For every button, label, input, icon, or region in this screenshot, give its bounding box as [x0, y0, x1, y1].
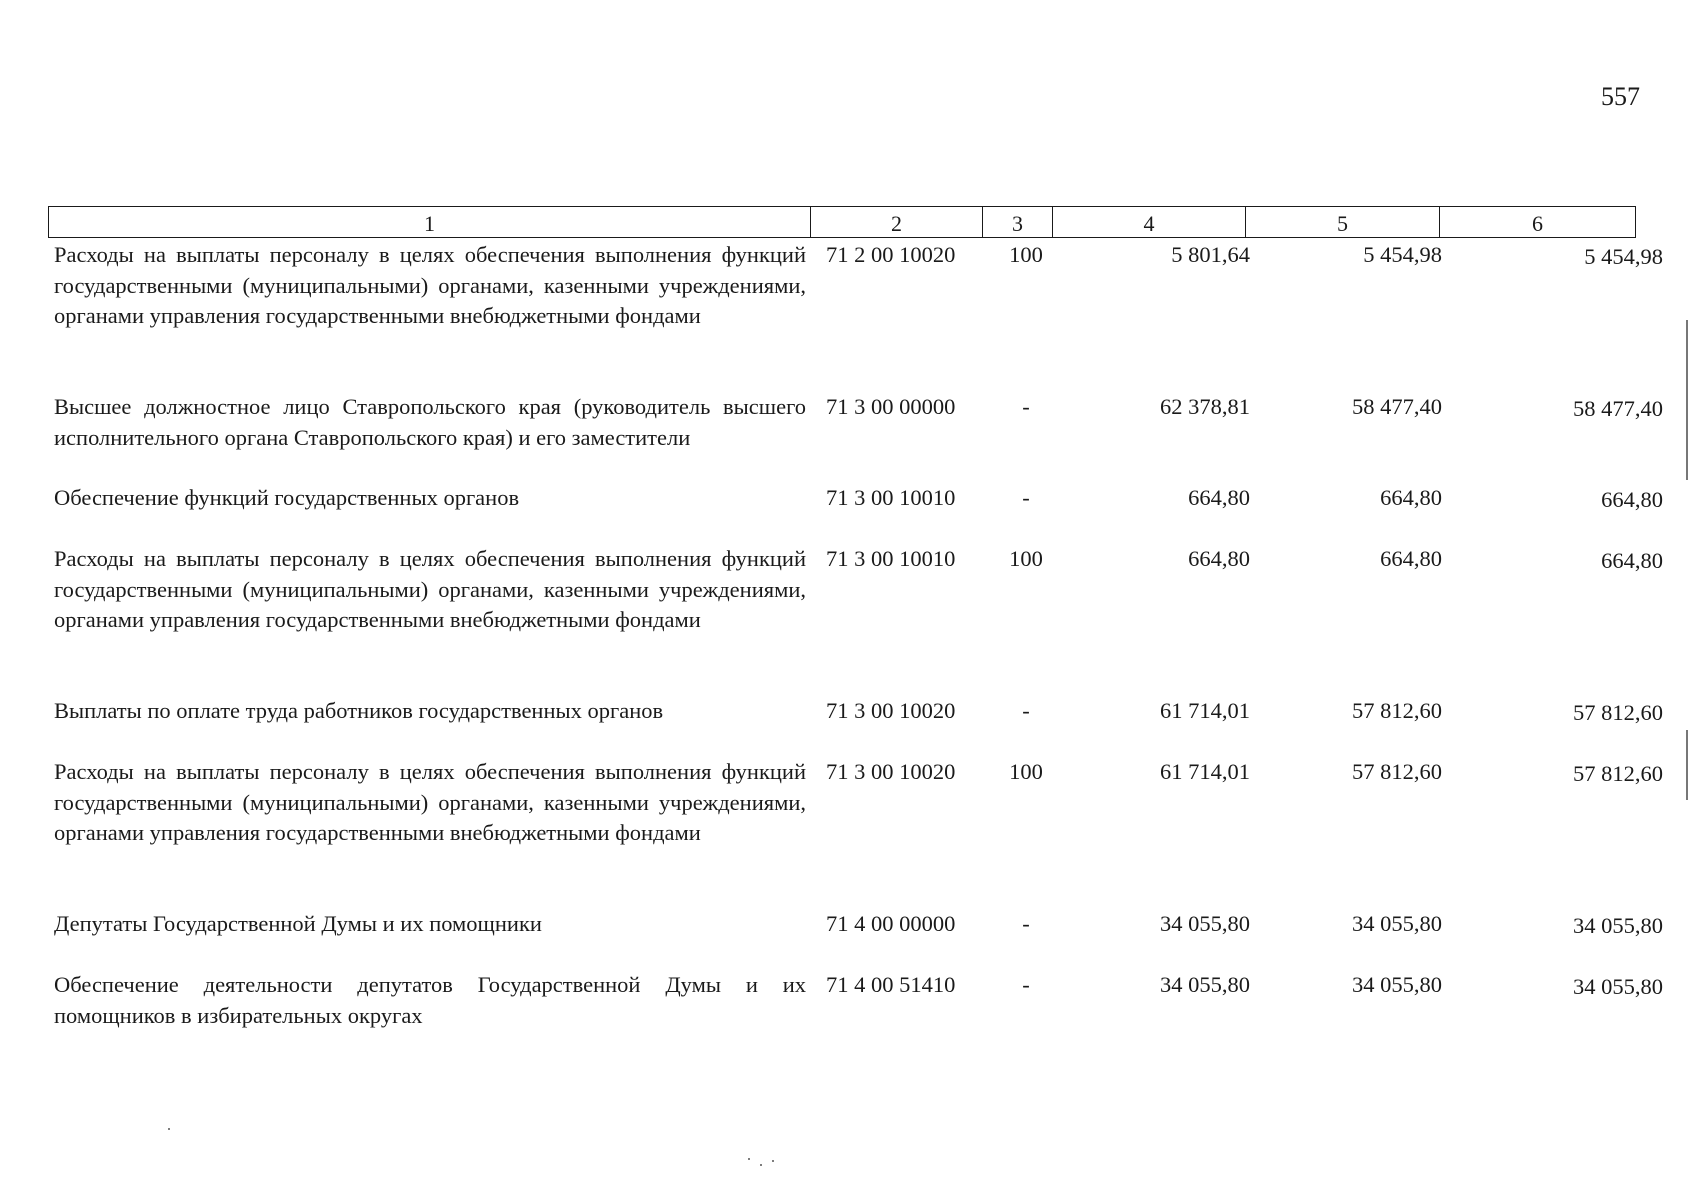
row-value-6: 34 055,80 [1573, 913, 1663, 938]
row-code: 71 4 00 00000 [826, 911, 956, 936]
row-value-5: 34 055,80 [1352, 972, 1442, 997]
scan-speck [760, 1164, 762, 1166]
row-value-4: 61 714,01 [1160, 698, 1250, 723]
scan-edge-mark [1686, 320, 1688, 480]
row-name: Обеспечение деятельности депутатов Государственной Думы и их помощников в избирательных округах [54, 972, 806, 1028]
row-value-5: 34 055,80 [1352, 911, 1442, 936]
row-value-6: 34 055,80 [1573, 974, 1663, 999]
row-type: - [1022, 698, 1030, 723]
row-name: Обеспечение функций государственных органов [54, 485, 520, 510]
row-type: - [1022, 485, 1030, 510]
row-name: Расходы на выплаты персоналу в целях обеспечения выполнения функций государственными (муниципальными) органами, казенными учреждениями, органами управления государственными внебюджетными фондами [54, 242, 806, 328]
row-value-4: 34 055,80 [1160, 911, 1250, 936]
row-value-5: 664,80 [1380, 546, 1442, 571]
row-type: 100 [1009, 546, 1043, 571]
header-cell-3: 3 [982, 206, 1052, 238]
row-value-6: 664,80 [1601, 548, 1663, 573]
row-value-4: 34 055,80 [1160, 972, 1250, 997]
budget-table [48, 206, 1663, 1028]
scan-speck [168, 1128, 170, 1130]
row-value-6: 57 812,60 [1573, 700, 1663, 725]
scan-edge-mark [1686, 730, 1688, 800]
row-value-5: 58 477,40 [1352, 394, 1442, 419]
row-code: 71 3 00 10020 [826, 698, 956, 723]
header-cell-4: 4 [1052, 206, 1245, 238]
row-name: Расходы на выплаты персоналу в целях обеспечения выполнения функций государственными (муниципальными) органами, казенными учреждениями, органами управления государственными внебюджетными фондами [54, 546, 806, 632]
row-type: 100 [1009, 759, 1043, 784]
row-value-4: 61 714,01 [1160, 759, 1250, 784]
header-cell-6: 6 [1439, 206, 1636, 238]
row-name: Депутаты Государственной Думы и их помощники [54, 911, 542, 936]
row-value-5: 57 812,60 [1352, 759, 1442, 784]
row-code: 71 2 00 10020 [826, 242, 956, 267]
row-value-4: 5 801,64 [1171, 242, 1250, 267]
row-code: 71 3 00 10020 [826, 759, 956, 784]
row-value-4: 62 378,81 [1160, 394, 1250, 419]
scan-speck [748, 1158, 750, 1160]
row-value-6: 664,80 [1601, 487, 1663, 512]
row-value-5: 57 812,60 [1352, 698, 1442, 723]
row-name: Выплаты по оплате труда работников государственных органов [54, 698, 664, 723]
row-type: - [1022, 911, 1030, 936]
row-type: - [1022, 394, 1030, 419]
row-type: - [1022, 972, 1030, 997]
header-cell-5: 5 [1245, 206, 1439, 238]
row-value-6: 5 454,98 [1584, 244, 1663, 269]
header-cell-2: 2 [810, 206, 982, 238]
row-value-4: 664,80 [1188, 546, 1250, 571]
row-value-6: 57 812,60 [1573, 761, 1663, 786]
row-name: Расходы на выплаты персоналу в целях обеспечения выполнения функций государственными (муниципальными) органами, казенными учреждениями, органами управления государственными внебюджетными фондами [54, 759, 806, 845]
row-value-5: 664,80 [1380, 485, 1442, 510]
header-cell-1: 1 [48, 206, 810, 238]
row-value-5: 5 454,98 [1363, 242, 1442, 267]
page-number: 557 [1601, 82, 1640, 111]
table-header-row [48, 206, 1636, 238]
row-value-4: 664,80 [1188, 485, 1250, 510]
scan-speck [772, 1160, 774, 1162]
row-code: 71 4 00 51410 [826, 972, 956, 997]
row-code: 71 3 00 10010 [826, 546, 956, 571]
row-type: 100 [1009, 242, 1043, 267]
row-name: Высшее должностное лицо Ставропольского края (руководитель высшего исполнительного органа Ставропольского края) и его заместители [54, 394, 806, 450]
row-code: 71 3 00 00000 [826, 394, 956, 419]
row-value-6: 58 477,40 [1573, 396, 1663, 421]
row-code: 71 3 00 10010 [826, 485, 956, 510]
